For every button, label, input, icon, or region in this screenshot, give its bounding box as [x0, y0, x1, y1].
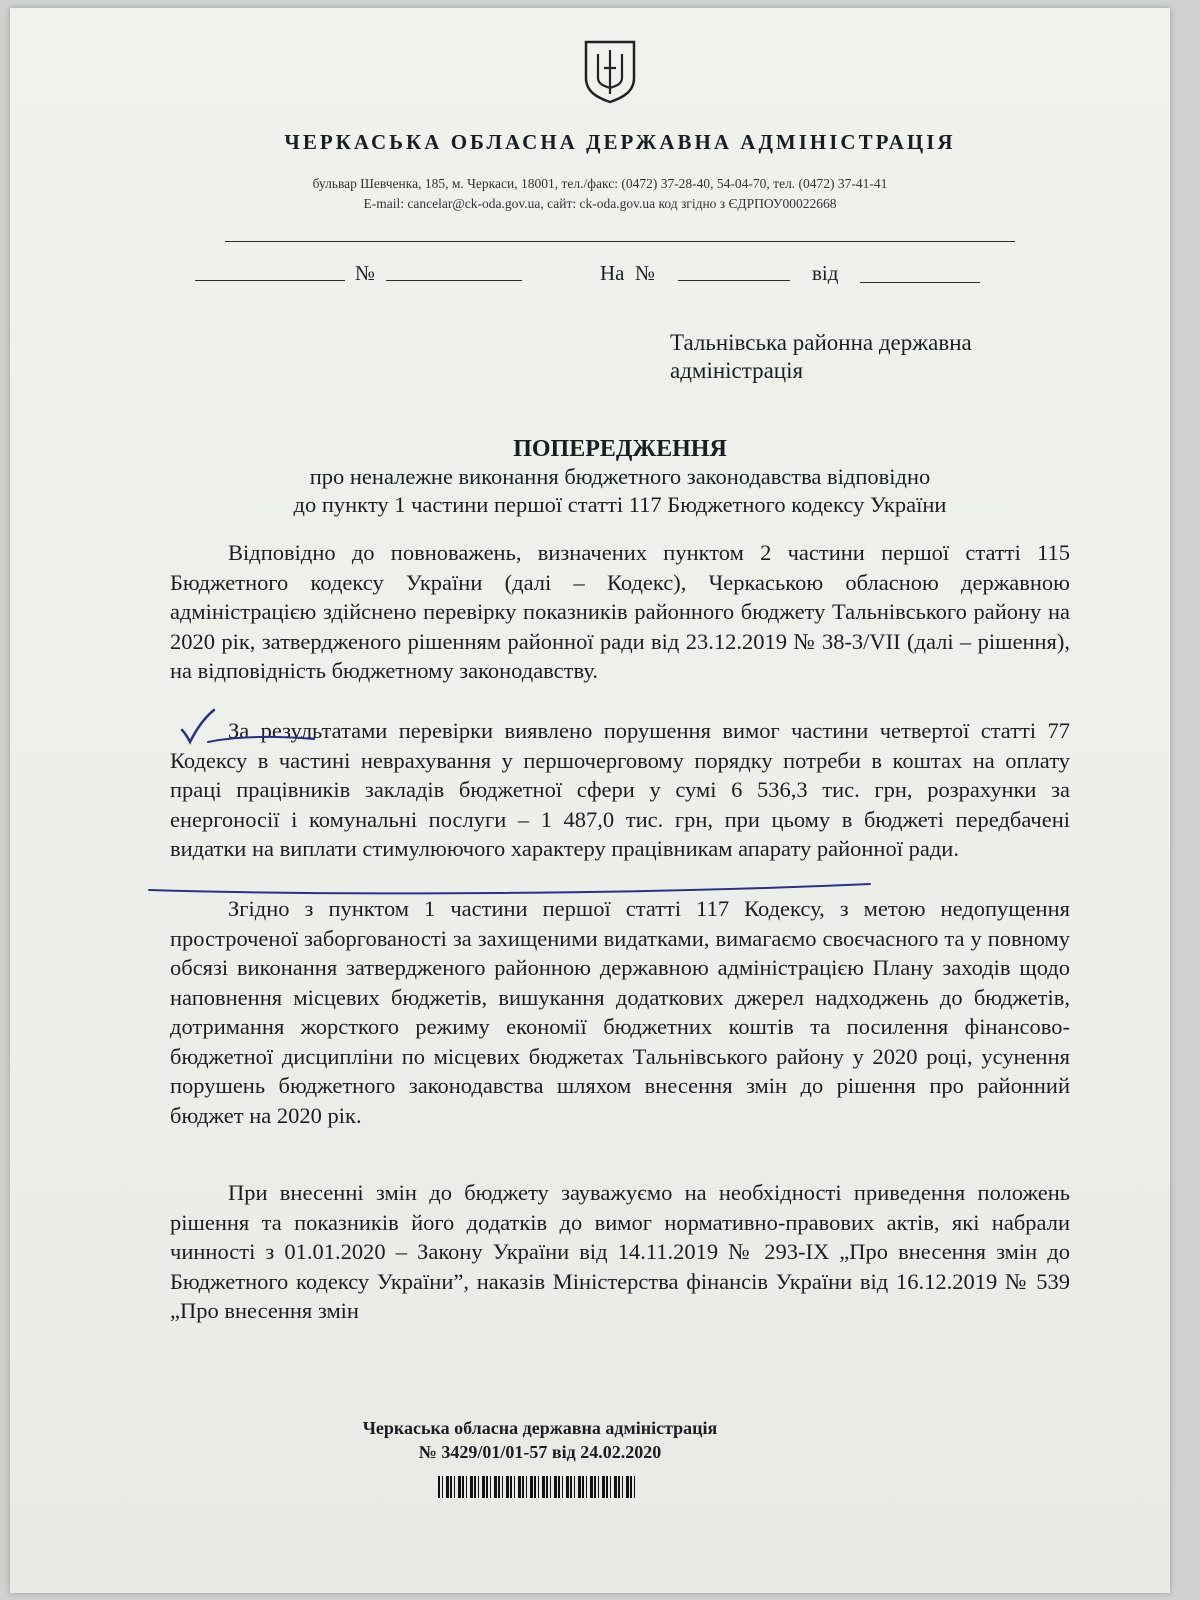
outgoing-number-blank — [386, 280, 522, 281]
paragraph-verification: Відповідно до повноважень, визначених пунктом 2 частини першої статті 115 Бюджетного кодексу України (далі – Кодекс), Черкаською обласною державною адміністрацією здійснено перевірку показників районного бюджету Тальнівського району на 2020 рік, затвердженого рішенням районної ради від 23.12.2019 № 38-3/VII (далі – рішення), на відповідність бюджетному законодавству. — [170, 540, 1070, 683]
in-reply-label: На № — [600, 261, 656, 285]
document-subtitle-line-2: до пункту 1 частини першої статті 117 Бюджетного кодексу України — [293, 492, 947, 517]
contact-line: E-mail: cancelar@ck-oda.gov.ua, сайт: ck-oda.gov.ua код згідно з ЄДРПОУ00022668 — [363, 196, 837, 211]
document-page — [10, 8, 1170, 1593]
paragraph-violations: За результатами перевірки виявлено порушення вимог частини четвертої статті 77 Кодексу в частині неврахування у першочерговому порядку потреби в коштах на оплату праці працівників закладів бюджетної сфери у сумі 6 536,3 тис. грн, розрахунки за енергоносії і комунальні послуги – 1 487,0 тис. грн, при цьому в бюджеті передбачені видатки на виплати стимулюючого характеру працівникам апарату районної ради. — [170, 718, 1070, 861]
outgoing-date-blank — [195, 280, 345, 281]
coat-of-arms-icon — [580, 38, 640, 104]
document-heading: ПОПЕРЕДЖЕННЯ — [513, 436, 727, 462]
number-sign-label: № — [355, 261, 376, 285]
paragraph-amendments: При внесенні змін до бюджету зауважуємо на необхідності приведення положень рішення та показників його додатків до вимог нормативно-правових актів, які набрали чинності з 01.01.2020 – Закону України від 14.11.2019 № 293-ІХ „Про внесення змін до Бюджетного кодексу України”, наказів Міністерства фінансів України від 16.12.2019 № 539 „Про внесення змін — [170, 1180, 1070, 1323]
incoming-number-blank — [678, 280, 790, 281]
organization-title: ЧЕРКАСЬКА ОБЛАСНА ДЕРЖАВНА АДМІНІСТРАЦІЯ — [284, 130, 956, 154]
registration-stamp-org: Черкаська обласна державна адміністрація — [362, 1418, 718, 1438]
addressee-line-2: адміністрація — [670, 358, 804, 383]
from-label: від — [812, 261, 839, 285]
registration-stamp-number: № 3429/01/01-57 від 24.02.2020 — [418, 1442, 662, 1462]
header-divider — [225, 241, 1015, 242]
address-line: бульвар Шевченка, 185, м. Черкаси, 18001, тел./факс: (0472) 37-28-40, 54-04-70, тел. (0472) 37-41-41 — [312, 176, 888, 191]
pen-underline-mark — [206, 734, 316, 746]
document-subtitle-line-1: про неналежне виконання бюджетного законодавства відповідно — [309, 464, 931, 489]
paragraph-requirements: Згідно з пунктом 1 частини першої статті 117 Кодексу, з метою недопущення простроченої заборгованості за захищеними видатками, вимагаємо своєчасного та у повному обсязі виконання затвердженого районною державною адміністрацією Плану заходів щодо наповнення місцевих бюджетів, вишукання додаткових джерел надходжень до бюджетів, дотримання жорсткого режиму економії бюджетних коштів та посилення фінансово-бюджетної дисципліни по місцевих бюджетах Тальнівського району у 2020 році, усунення порушень бюджетного законодавства шляхом внесення змін до рішення про районний бюджет на 2020 рік. — [170, 896, 1070, 1128]
pen-underline-mark — [145, 876, 875, 896]
barcode — [438, 1476, 638, 1498]
addressee-line-1: Тальнівська районна державна — [670, 330, 972, 355]
incoming-date-blank — [860, 282, 980, 283]
